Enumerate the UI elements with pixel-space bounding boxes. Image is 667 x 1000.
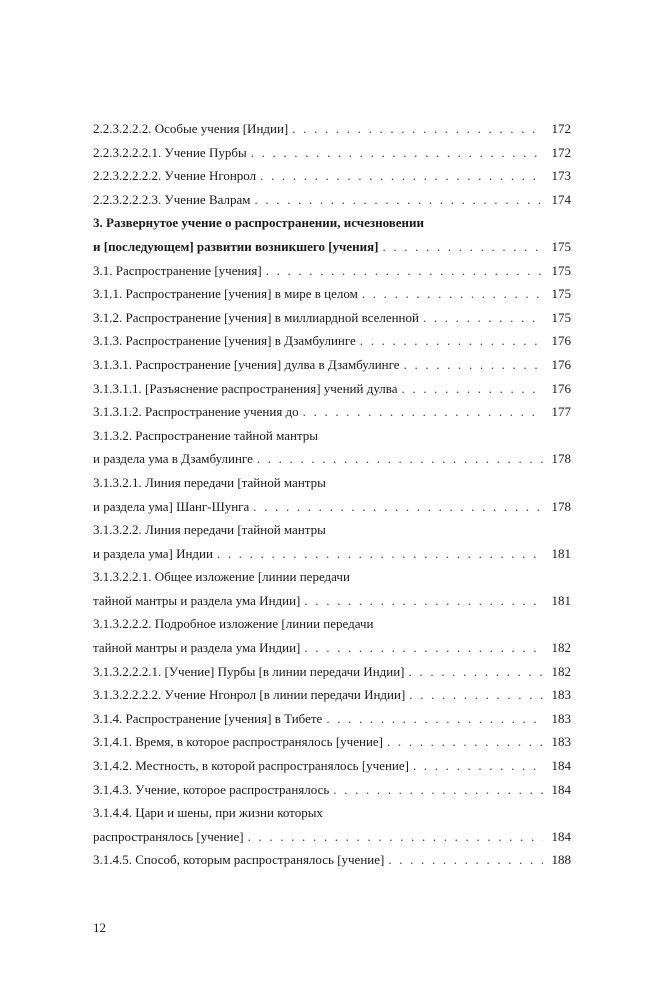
toc-entry (93, 141, 571, 165)
toc-page-number: 176 (551, 380, 571, 396)
toc-entry-title: 3.1.4.2. Местность, в которой распространялось [учение] (93, 758, 409, 774)
toc-entry (93, 377, 571, 401)
dot-leader (387, 730, 543, 754)
toc-page-number: 175 (551, 238, 571, 254)
dot-leader (251, 141, 543, 165)
toc-entry-title: 3.1.4.4. Цари и шены, при жизни которых (93, 805, 323, 821)
toc-line (93, 259, 571, 283)
toc-entry (93, 211, 571, 258)
toc-page-number: 181 (551, 592, 571, 608)
toc-page-number: 175 (551, 286, 571, 302)
toc-entry (93, 400, 571, 424)
toc-entry-title: 3.1.4.5. Способ, которым распространялось [учение] (93, 852, 385, 868)
dot-leader (253, 495, 543, 519)
toc-page-number: 178 (551, 451, 571, 467)
dot-leader (404, 353, 543, 377)
dot-leader (423, 306, 543, 330)
toc-entry (93, 683, 571, 707)
toc-entry-title: тайной мантры и раздела ума Индии] (93, 640, 301, 656)
toc-entry-title: 3.1.4.3. Учение, которое распространялось (93, 781, 330, 797)
toc-entry-title: 3.1.4. Распространение [учения] в Тибете (93, 710, 323, 726)
toc-line (93, 141, 571, 165)
toc-page-number: 175 (551, 262, 571, 278)
toc-page-number: 182 (551, 640, 571, 656)
toc-entry-title: 3.1.3.1.2. Распространение учения до (93, 404, 299, 420)
dot-leader (304, 636, 543, 660)
toc-line (93, 589, 571, 613)
dot-leader (248, 825, 543, 849)
dot-leader (257, 447, 543, 471)
toc-line (93, 282, 571, 306)
toc-entry-title: 3.1.3.2.2.2.1. [Учение] Пурбы [в линии передачи Индии] (93, 663, 405, 679)
toc-line (93, 754, 571, 778)
toc-entry-title: 3.1.3. Распространение [учения] в Дзамбулинге (93, 333, 356, 349)
toc-entry (93, 188, 571, 212)
toc-page-number: 181 (551, 545, 571, 561)
toc-entry-title: 3.1.3.2.2.1. Общее изложение [линии передачи (93, 569, 350, 585)
toc-page-number: 175 (551, 309, 571, 325)
toc-page-number: 174 (551, 191, 571, 207)
toc-entry (93, 730, 571, 754)
toc-line (93, 683, 571, 707)
toc-entry (93, 660, 571, 684)
toc-line (93, 400, 571, 424)
dot-leader (388, 848, 543, 872)
toc-page-number: 184 (551, 781, 571, 797)
toc-entry-title: 2.2.3.2.2.2.3. Учение Валрам (93, 191, 251, 207)
dot-leader (217, 542, 543, 566)
toc-line (93, 707, 571, 731)
toc-entry-title: 2.2.3.2.2.2. Особые учения [Индии] (93, 121, 289, 136)
toc-line (93, 542, 571, 566)
toc-entry (93, 164, 571, 188)
dot-leader (255, 188, 544, 212)
dot-leader (304, 589, 543, 613)
toc-page-number: 172 (551, 144, 571, 160)
toc-entry (93, 259, 571, 283)
toc-entry (93, 848, 571, 872)
toc-entry-title: 3.1.3.1. Распространение [учения] дулва в Дзамбулинге (93, 356, 400, 372)
table-of-contents (93, 117, 571, 872)
toc-entry (93, 754, 571, 778)
toc-entry-title: и раздела ума] Индии (93, 545, 213, 561)
toc-page-number: 176 (551, 356, 571, 372)
toc-line (93, 377, 571, 401)
toc-line (93, 495, 571, 519)
toc-entry-title: 3.1.3.2.1. Линия передачи [тайной мантры (93, 474, 326, 490)
toc-line (93, 636, 571, 660)
toc-line (93, 730, 571, 754)
toc-entry (93, 565, 571, 612)
toc-entry-title: и раздела ума в Дзамбулинге (93, 451, 253, 467)
toc-line (93, 306, 571, 330)
toc-line (93, 353, 571, 377)
dot-leader (401, 377, 543, 401)
toc-page-number: 178 (551, 498, 571, 514)
dot-leader (260, 164, 543, 188)
toc-entry-title: тайной мантры и раздела ума Индии] (93, 592, 301, 608)
toc-line (93, 235, 571, 259)
dot-leader (326, 707, 543, 731)
toc-entry-title: 3.1.1. Распространение [учения] в мире в целом (93, 286, 358, 302)
toc-entry-title: 3.1.3.2.2.2.2. Учение Нгонрол [в линии передачи Индии] (93, 687, 406, 703)
toc-entry (93, 707, 571, 731)
toc-entry-title: 3.1.3.2. Распространение тайной мантры (93, 427, 319, 443)
dot-leader (409, 683, 543, 707)
dot-leader (362, 282, 543, 306)
toc-entry (93, 306, 571, 330)
toc-line (93, 117, 571, 141)
dot-leader (409, 660, 543, 684)
toc-entry (93, 518, 571, 565)
toc-entry-title: 3.1.3.1.1. [Разъяснение распространения] учений дулва (93, 380, 398, 396)
toc-entry (93, 282, 571, 306)
toc-line (93, 660, 571, 684)
toc-page-number: 183 (551, 734, 571, 750)
toc-page-number: 183 (551, 710, 571, 726)
toc-entry-title: 3.1.3.2.2.2. Подробное изложение [линии передачи (93, 616, 374, 632)
toc-entry (93, 801, 571, 848)
dot-leader (266, 259, 543, 283)
dot-leader (413, 754, 543, 778)
toc-page-number: 184 (551, 758, 571, 774)
toc-line (93, 188, 571, 212)
toc-page-number: 172 (551, 121, 571, 136)
toc-entry (93, 778, 571, 802)
toc-entry-title: и раздела ума] Шанг-Шунга (93, 498, 250, 514)
toc-entry-title: 3.1.4.1. Время, в которое распространялось [учение] (93, 734, 384, 750)
toc-line (93, 329, 571, 353)
toc-page-number: 182 (551, 663, 571, 679)
dot-leader (303, 400, 543, 424)
toc-entry-title: 3.1. Распространение [учения] (93, 262, 262, 278)
toc-page-number: 177 (551, 404, 571, 420)
toc-line (93, 778, 571, 802)
toc-line (93, 164, 571, 188)
toc-entry-title: распространялось [учение] (93, 828, 244, 844)
toc-entry-title: 2.2.3.2.2.2.1. Учение Пурбы (93, 144, 247, 160)
toc-page-number: 173 (551, 168, 571, 184)
toc-entry (93, 612, 571, 659)
toc-entry-title: 3. Развернутое учение о распространении, исчезновении (93, 215, 425, 231)
toc-entry-title: и [последующем] развитии возникшего [учения] (93, 238, 379, 254)
dot-leader (292, 117, 543, 141)
toc-line (93, 447, 571, 471)
toc-entry (93, 117, 571, 141)
toc-page-number: 176 (551, 333, 571, 349)
toc-entry (93, 329, 571, 353)
dot-leader (382, 235, 543, 259)
toc-page-number: 183 (551, 687, 571, 703)
toc-entry (93, 353, 571, 377)
toc-page-number: 188 (551, 852, 571, 868)
toc-entry (93, 424, 571, 471)
toc-line (93, 825, 571, 849)
toc-page-number: 184 (551, 828, 571, 844)
toc-entry (93, 471, 571, 518)
toc-entry-title: 2.2.3.2.2.2.2. Учение Нгонрол (93, 168, 257, 184)
toc-line (93, 848, 571, 872)
page-number: 12 (93, 920, 106, 935)
toc-entry-title: 3.1.3.2.2. Линия передачи [тайной мантры (93, 522, 326, 538)
toc-entry-title: 3.1.2. Распространение [учения] в миллиардной вселенной (93, 309, 419, 325)
dot-leader (360, 329, 543, 353)
dot-leader (333, 778, 543, 802)
